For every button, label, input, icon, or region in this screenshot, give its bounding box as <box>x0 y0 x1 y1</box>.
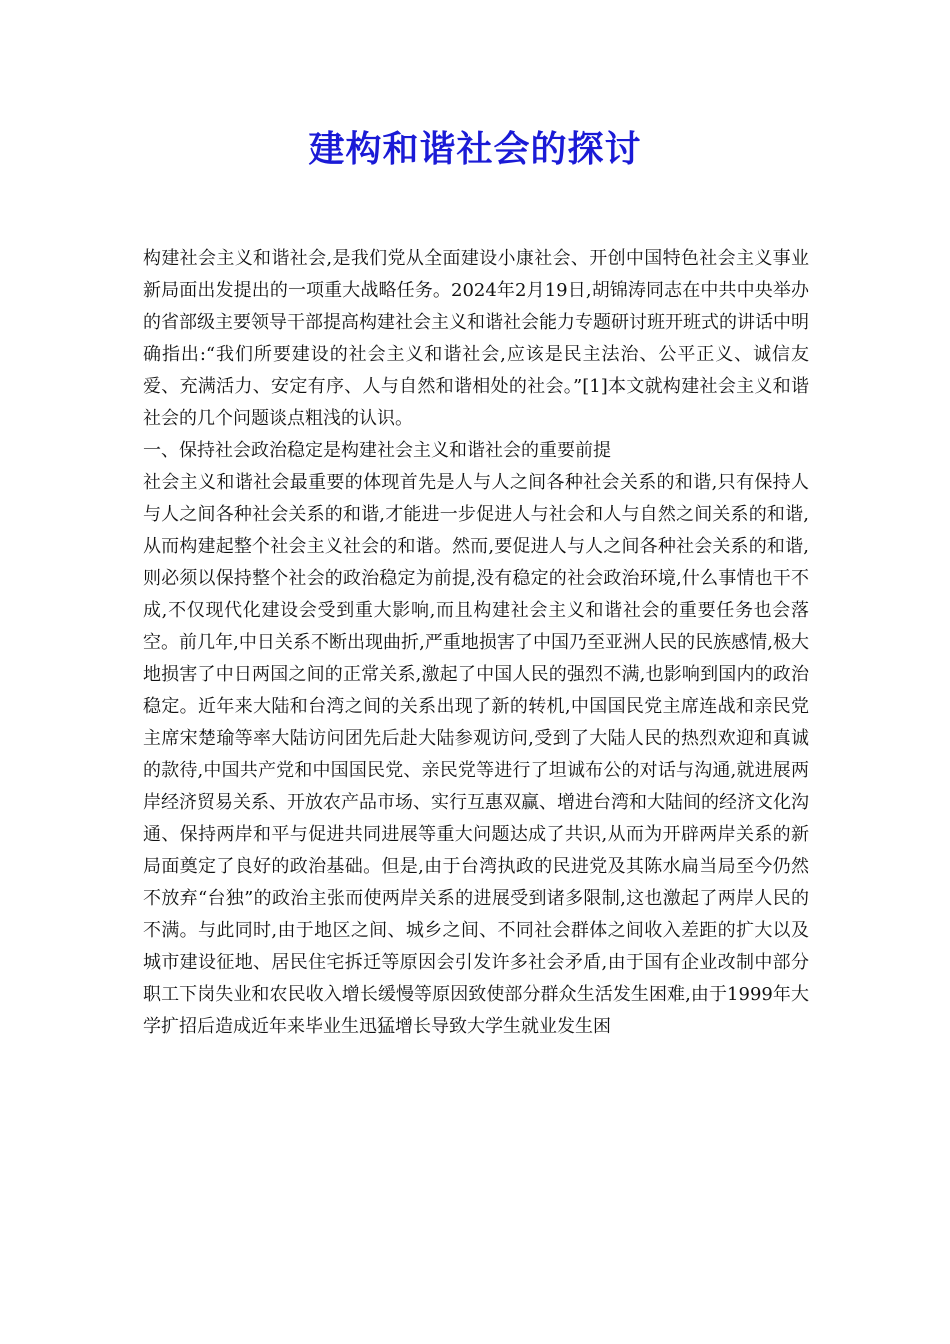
document-body <box>143 243 809 1043</box>
section-heading-1: 一、保持社会政治稳定是构建社会主义和谐社会的重要前提 <box>143 440 611 461</box>
document-title: 建构和谐社会的探讨 <box>308 129 642 170</box>
paragraph-intro: 构建社会主义和谐社会,是我们党从全面建设小康社会、开创中国特色社会主义事业新局面出发提出的一项重大战略任务。2024年2月19日,胡锦涛同志在中共中央举办的省部级主要领导干部提高构建社会主义和谐社会能力专题研讨班开班式的讲话中明确指出:“我们所要建设的社会主义和谐社会,应该是民主法治、公平正义、诚信友爱、充满活力、安定有序、人与自然和谐相处的社会。”[1]本文就构建社会主义和谐社会的几个问题谈点粗浅的认识。 <box>143 248 809 429</box>
paragraph-section-1: 社会主义和谐社会最重要的体现首先是人与人之间各种社会关系的和谐,只有保持人与人之间各种社会关系的和谐,才能进一步促进人与社会和人与自然之间关系的和谐,从而构建起整个社会主义社会的和谐。然而,要促进人与人之间各种社会关系的和谐,则必须以保持整个社会的政治稳定为前提,没有稳定的社会政治环境,什么事情也干不成,不仅现代化建设会受到重大影响,而且构建社会主义和谐社会的重要任务也会落空。前几年,中日关系不断出现曲折,严重地损害了中国乃至亚洲人民的民族感情,极大地损害了中日两国之间的正常关系,激起了中国人民的强烈不满,也影响到国内的政治稳定。近年来大陆和台湾之间的关系出现了新的转机,中国国民党主席连战和亲民党主席宋楚瑜等率大陆访问团先后赴大陆参观访问,受到了大陆人民的热烈欢迎和真诚的款待,中国共产党和中国国民党、亲民党等进行了坦诚布公的对话与沟通,就进展两岸经济贸易关系、开放农产品市场、实行互惠双赢、增进台湾和大陆间的经济文化沟通、保持两岸和平与促进共同进展等重大问题达成了共识,从而为开辟两岸关系的新局面奠定了良好的政治基础。但是,由于台湾执政的民进党及其陈水扁当局至今仍然不放弃“台独”的政治主张而使两岸关系的进展受到诸多限制,这也激起了两岸人民的不满。与此同时,由于地区之间、城乡之间、不同社会群体之间收入差距的扩大以及城市建设征地、居民住宅拆迁等原因会引发许多社会矛盾,由于国有企业改制中部分职工下岗失业和农民收入增长缓慢等原因致使部分群众生活发生困难,由于1999年大学扩招后造成近年来毕业生迅猛增长导致大学生就业发生困 <box>143 472 809 1037</box>
